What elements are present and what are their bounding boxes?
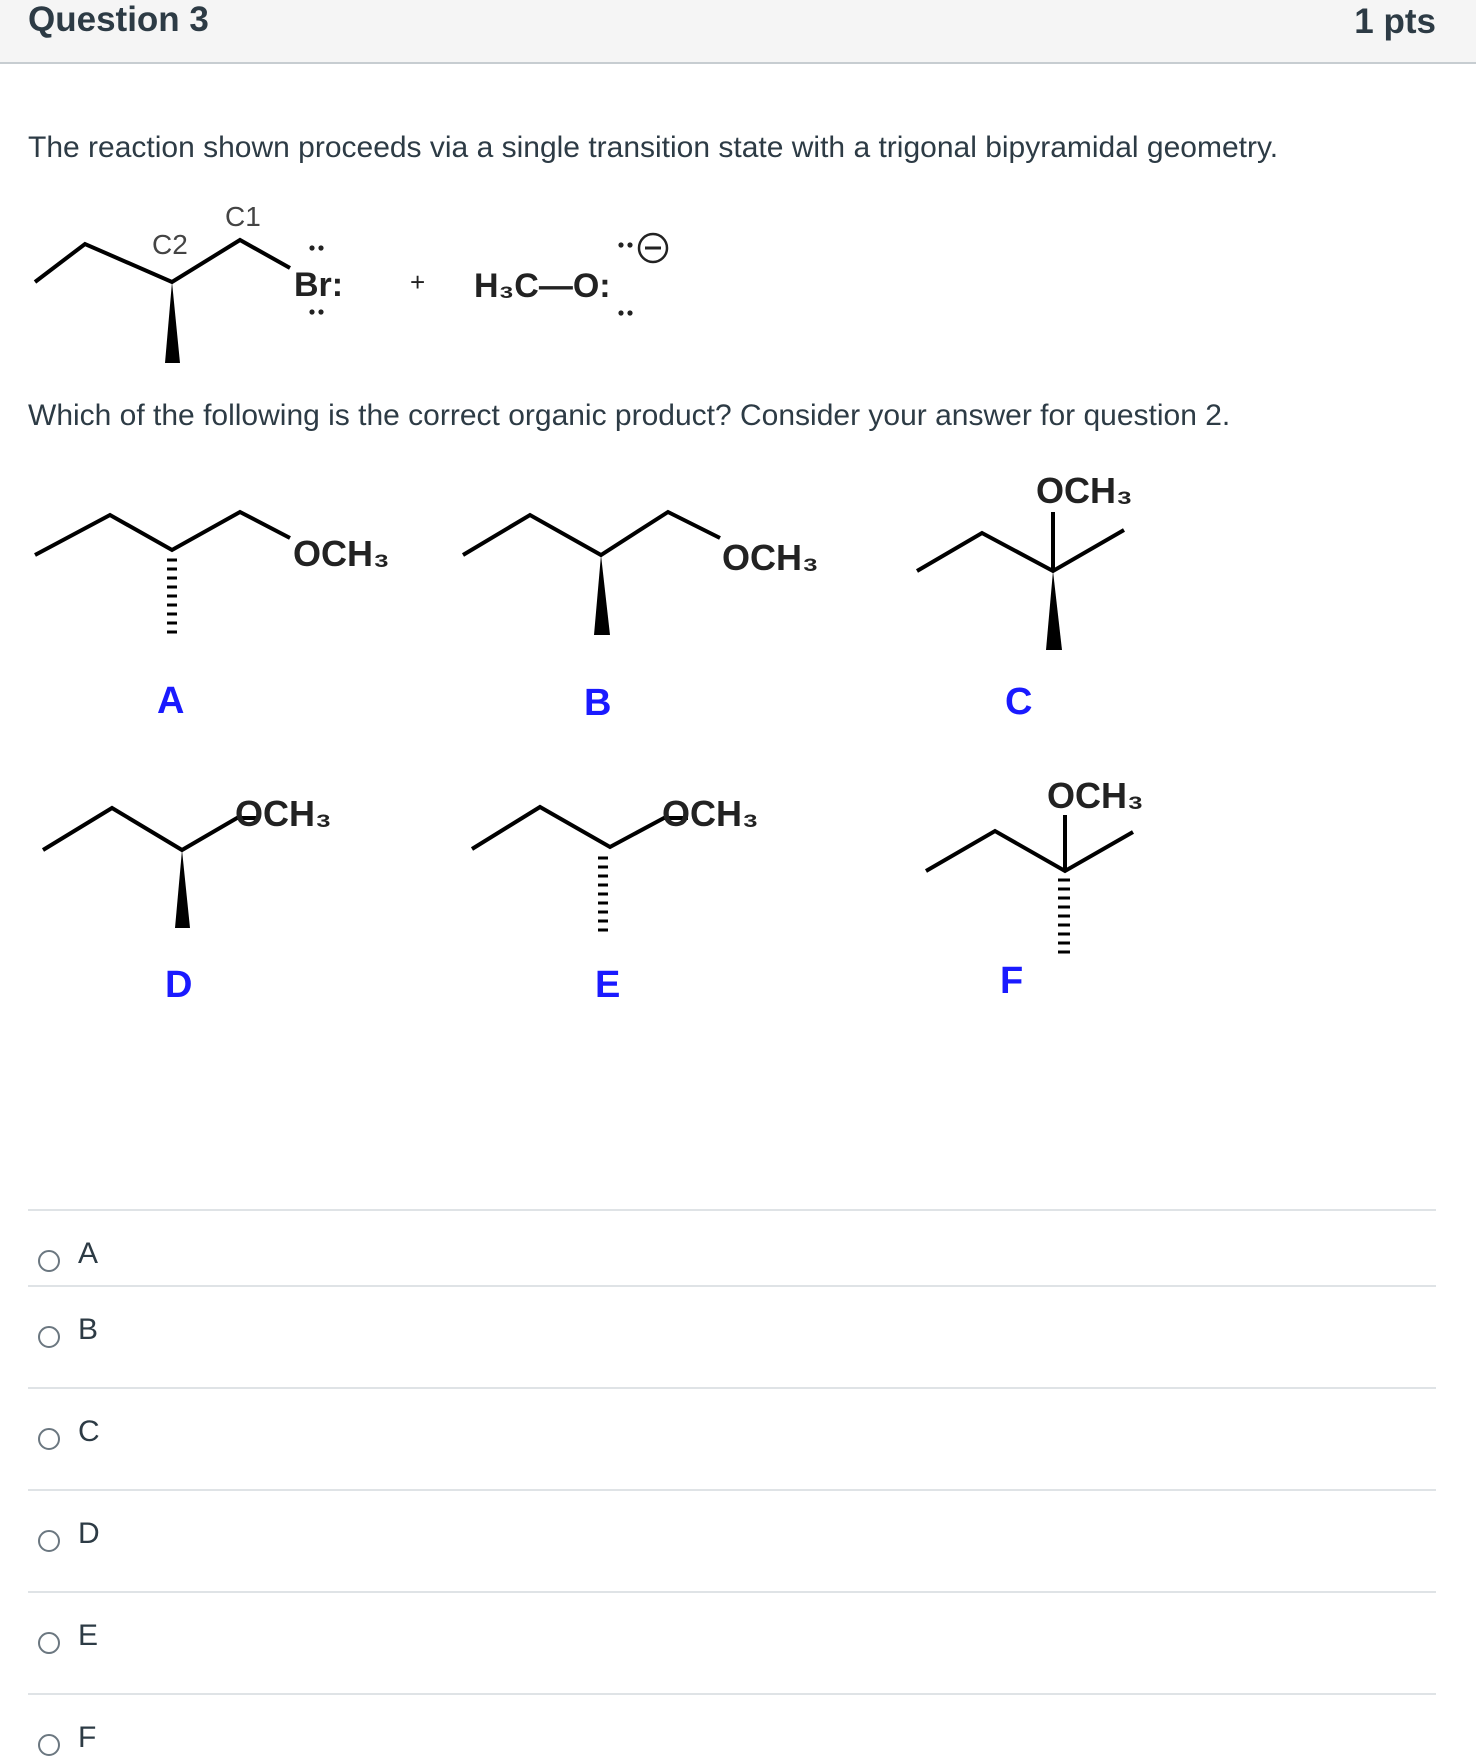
answer-label: D	[78, 1517, 100, 1550]
bromine-atom: Br:	[294, 266, 344, 304]
substituent-a: OCH₃	[293, 533, 390, 574]
answer-option-b[interactable]	[28, 1294, 1436, 1354]
chemistry-figure	[0, 190, 1476, 1070]
wedge-bond-b	[594, 555, 610, 635]
reactant-wedge-bond	[165, 282, 180, 363]
radio-button[interactable]	[38, 1530, 60, 1552]
label-d: D	[165, 964, 193, 1006]
substituent-e: OCH₃	[662, 793, 759, 834]
substituent-c: OCH₃	[1036, 470, 1133, 511]
substituent-d: OCH₃	[235, 793, 332, 834]
radio-button[interactable]	[38, 1428, 60, 1450]
structure-b	[463, 512, 819, 724]
question-header	[0, 0, 1476, 64]
divider	[28, 1209, 1436, 1211]
answer-option-f[interactable]	[28, 1702, 1436, 1762]
wedge-bond-c	[1046, 571, 1062, 650]
answer-label: E	[78, 1619, 99, 1652]
wedge-bond-d	[175, 850, 190, 928]
negative-charge-icon	[639, 234, 667, 262]
structure-c	[917, 470, 1133, 723]
structure-a	[35, 512, 390, 722]
divider	[28, 1387, 1436, 1389]
hashed-bond-a	[167, 560, 177, 632]
radio-button[interactable]	[38, 1326, 60, 1348]
answer-label: F	[78, 1721, 97, 1754]
radio-button[interactable]	[38, 1734, 60, 1756]
structure-f	[926, 775, 1144, 1002]
question-text: The reaction shown proceeds via a single transition state with a trigonal bipyramidal geometry.	[28, 131, 1279, 164]
radio-button[interactable]	[38, 1250, 60, 1272]
label-a: A	[157, 680, 185, 722]
answer-option-c[interactable]	[28, 1396, 1436, 1456]
radio-button[interactable]	[38, 1632, 60, 1654]
divider	[28, 1489, 1436, 1491]
structure-e	[472, 793, 759, 1006]
methoxide: H₃C—O:	[474, 267, 611, 305]
question-points: 1 pts	[1354, 2, 1436, 41]
divider	[28, 1693, 1436, 1695]
substituent-b: OCH₃	[722, 537, 819, 578]
hashed-bond-f	[1058, 880, 1070, 952]
answer-option-e[interactable]	[28, 1600, 1436, 1660]
answer-option-d[interactable]	[28, 1498, 1436, 1558]
label-c: C	[1005, 681, 1033, 723]
structure-d	[43, 793, 332, 1006]
question-title: Question 3	[28, 0, 209, 39]
answer-label: A	[78, 1237, 99, 1270]
question-prompt: Which of the following is the correct organic product? Consider your answer for question 2.	[28, 399, 1231, 432]
divider	[28, 1285, 1436, 1287]
label-f: F	[1000, 960, 1024, 1002]
answer-option-a[interactable]	[28, 1218, 1436, 1278]
substituent-f: OCH₃	[1047, 775, 1144, 816]
answer-label: B	[78, 1313, 99, 1346]
c2-label: C2	[152, 229, 188, 260]
oxygen-lone-pairs	[618, 242, 632, 315]
label-e: E	[595, 964, 621, 1006]
plus-sign: +	[410, 267, 426, 297]
divider	[28, 1591, 1436, 1593]
answer-label: C	[78, 1415, 100, 1448]
label-b: B	[584, 682, 612, 724]
hashed-bond-e	[598, 858, 608, 930]
c1-label: C1	[225, 201, 261, 232]
